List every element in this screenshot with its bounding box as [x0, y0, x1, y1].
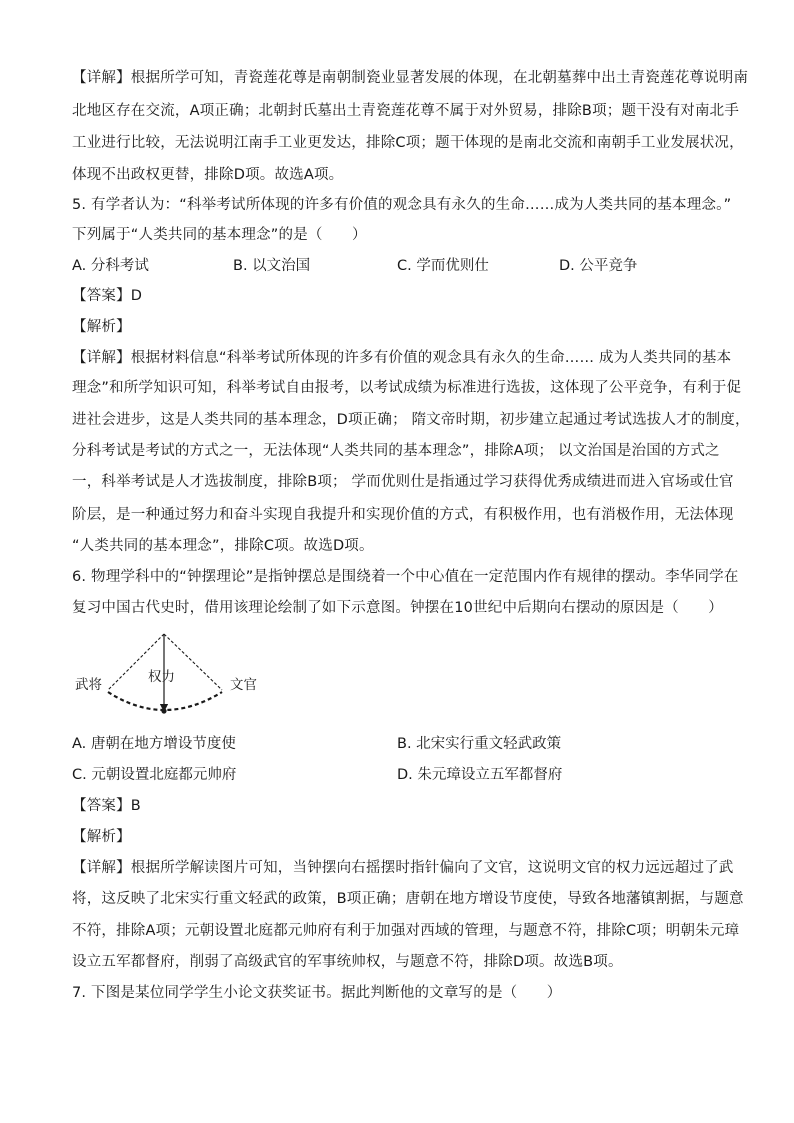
q5-answer: 【答案】D [72, 288, 143, 304]
q6-explanation-line: 不符，排除A项；元朝设置北庭都元帅府有利于加强对西域的管理，与题意不符，排除C项；明朝朱元璋 [72, 923, 740, 939]
q6-explanation-line: 将，这反映了北宋实行重文轻武的政策，B项正确；唐朝在地方增设节度使，导致各地藩镇割据，与题意 [72, 891, 744, 907]
q4-explanation-line: 北地区存在交流，A项正确；北朝封氏墓出土青瓷莲花尊不属于对外贸易，排除B项；题干没有对南北手 [72, 103, 740, 119]
q5-option-b: B. 以文治国 [233, 258, 311, 274]
q6-stem-line: 复习中国古代史时，借用该理论绘制了如下示意图。钟摆在10世纪中后期向右摆动的原因是（ ） [72, 600, 723, 616]
q6-stem-line: 6. 物理学科中的“钟摆理论”是指钟摆总是围绕着一个中心值在一定范围内作有规律的摆动。李华同学在 [72, 569, 739, 585]
q5-explanation-line: “人类共同的基本理念”，排除C项。故选D项。 [72, 538, 374, 554]
q6-option-d: D. 朱元璋设立五军都督府 [397, 767, 563, 783]
pendulum-swing-arc [108, 692, 222, 710]
q6-option-b: B. 北宋实行重文轻武政策 [397, 736, 562, 752]
q4-explanation-line: 【详解】根据所学可知，青瓷莲花尊是南朝制瓷业显著发展的体现，在北朝墓葬中出土青瓷莲花尊说明南 [72, 70, 749, 86]
q5-analysis-label: 【解析】 [72, 319, 131, 335]
q6-option-c: C. 元朝设置北庭都元帅府 [72, 767, 237, 783]
q4-explanation-line: 体现不出政权更替，排除D项。故选A项。 [72, 167, 344, 183]
q6-option-a: A. 唐朝在地方增设节度使 [72, 736, 236, 752]
diagram-label-left: 武将 [75, 677, 102, 693]
pendulum-diagram [72, 628, 272, 724]
q6-answer: 【答案】B [72, 798, 141, 814]
q6-explanation-line: 【详解】根据所学解读图片可知，当钟摆向右摇摆时指针偏向了文官，这说明文官的权力远远超过了武 [72, 860, 734, 876]
q4-explanation-line: 工业进行比较，无法说明江南手工业更发达，排除C项；题干体现的是南北交流和南朝手工业发展状况， [72, 135, 744, 151]
q5-option-a: A. 分科考试 [72, 258, 149, 274]
q5-option-d: D. 公平竞争 [559, 258, 638, 274]
q5-explanation-line: 【详解】根据材料信息“科举考试所体现的许多有价值的观念具有永久的生命…… 成为人类共同的基本 [72, 350, 732, 366]
diagram-label-right: 文官 [230, 677, 257, 693]
q5-explanation-line: 进社会进步，这是人类共同的基本理念，D项正确； 隋文帝时期，初步建立起通过考试选拔人才的制度， [72, 412, 750, 428]
q5-explanation-line: 阶层，是一种通过努力和奋斗实现自我提升和实现价值的方式，有积极作用，也有消极作用，无法体现 [72, 507, 734, 523]
q6-explanation-line: 设立五军都督府，削弱了高级武官的军事统帅权，与题意不符，排除D项。故选B项。 [72, 954, 623, 970]
q5-stem-line: 5. 有学者认为：“科举考试所体现的许多有价值的观念具有永久的生命……成为人类共同的基本理念。” [72, 197, 732, 213]
pendulum-bob [161, 708, 166, 713]
q7-stem-line: 7. 下图是某位同学学生小论文获奖证书。据此判断他的文章写的是（ ） [72, 985, 562, 1001]
q5-explanation-line: 分科考试是考试的方式之一，无法体现“人类共同的基本理念”，排除A项； 以文治国是治国的方式之 [72, 443, 720, 459]
q5-explanation-line: 理念”和所学知识可知，科举考试自由报考，以考试成绩为标准进行选拔，这体现了公平竞争，有利于促 [72, 380, 742, 396]
diagram-label-center: 权力 [148, 669, 175, 685]
q6-analysis-label: 【解析】 [72, 829, 131, 845]
q5-option-c: C. 学而优则仕 [397, 258, 489, 274]
q5-explanation-line: 一，科举考试是人才选拔制度，排除B项； 学而优则仕是指通过学习获得优秀成绩进而进入官场或仕官 [72, 474, 734, 490]
q5-stem-line: 下列属于“人类共同的基本理念”的是（ ） [72, 227, 367, 243]
